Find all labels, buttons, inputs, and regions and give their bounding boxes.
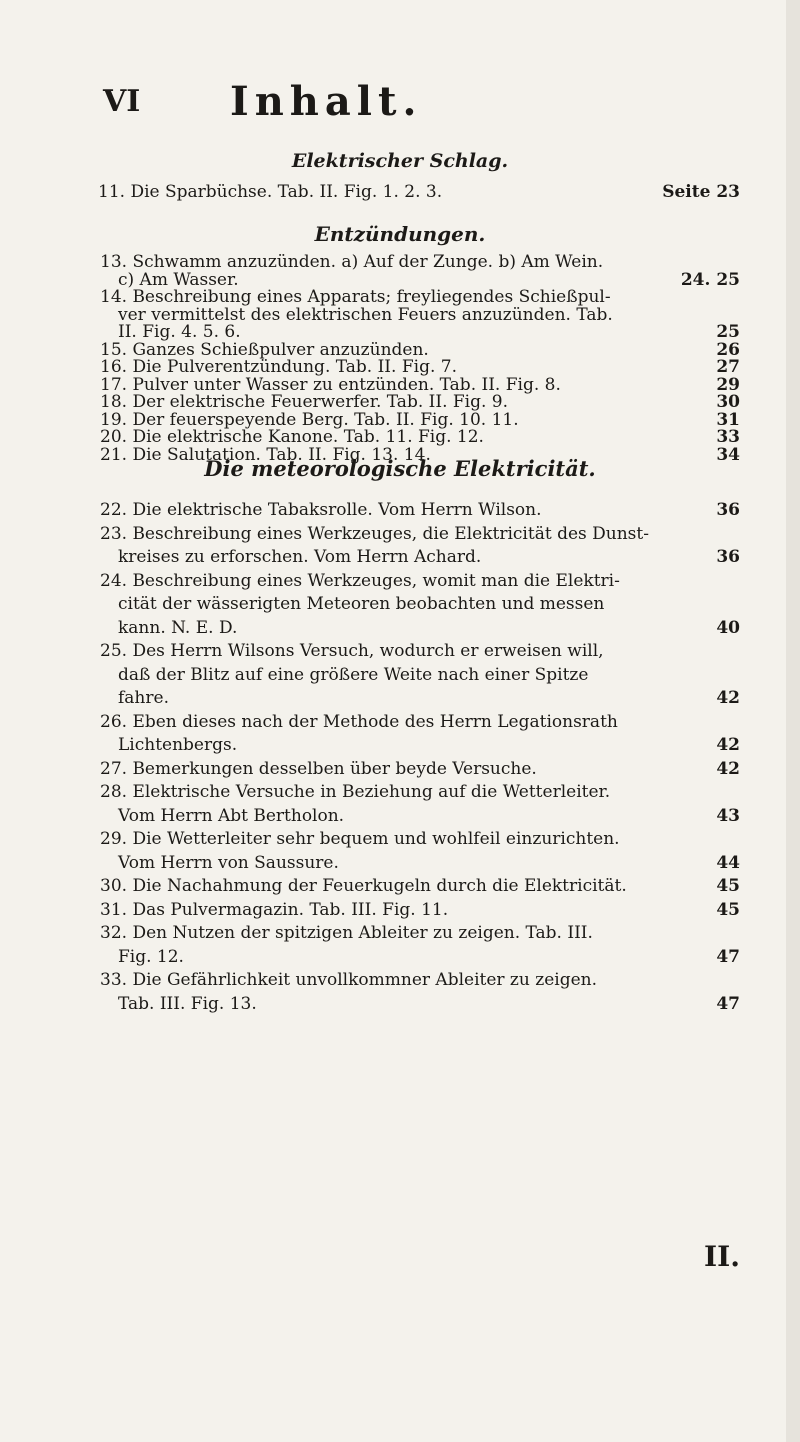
toc-page-number: 36 [716,547,740,567]
toc-page-number: 44 [716,852,740,873]
toc-page-number: 47 [716,993,740,1014]
toc-page-number: 25 [716,322,740,342]
toc-entry: 27. Bemerkungen desselben über beyde Versuche. [100,758,537,779]
toc-entry: c) Am Wasser. [118,269,239,290]
toc-entry: kann. N. E. D. [118,617,238,638]
toc-entry: cität der wässerigten Meteoren beobachten und messen [118,594,605,614]
toc-page-number: 36 [716,500,740,520]
section-heading-entzuendungen: Entzündungen. [314,222,486,246]
toc-entry: Vom Herrn Abt Bertholon. [118,805,345,826]
toc-page-number: 31 [716,409,740,430]
toc-entry: ver vermittelst des elektrischen Feuers anzuzünden. Tab. [118,304,613,325]
toc-page-number: 43 [716,805,740,826]
toc-page-number: 26 [716,339,740,360]
toc-entry: 30. Die Nachahmung der Feuerkugeln durch die Elektricität. [100,876,627,896]
toc-entry: kreises zu erforschen. Vom Herrn Achard. [118,547,482,567]
toc-page-number: 33 [716,427,740,447]
toc-page-number: 42 [716,758,740,779]
toc-entry: 11. Die Sparbüchse. Tab. II. Fig. 1. 2. 3. [98,182,443,202]
toc-page-number: 45 [716,899,740,920]
toc-entry: 24. Beschreibung eines Werkzeuges, womit man die Elektri- [100,570,620,591]
toc-entry: 25. Des Herrn Wilsons Versuch, wodurch er erweisen will, [100,641,604,661]
toc-entry: 23. Beschreibung eines Werkzeuges, die Elektricität des Dunst- [100,523,649,544]
catchword: II. [704,1240,740,1273]
toc-entry: fahre. [118,688,169,708]
toc-page-number: 29 [716,374,740,395]
toc-entry: Fig. 12. [118,946,184,967]
toc-entry: 22. Die elektrische Tabaksrolle. Vom Herrn Wilson. [100,500,542,520]
toc-entry: 21. Die Salutation. Tab. II. Fig. 13. 14. [100,444,431,465]
toc-page-number: 40 [716,617,740,638]
toc-entry: 18. Der elektrische Feuerwerfer. Tab. II. Fig. 9. [100,392,509,412]
toc-page-number: 24. 25 [680,269,740,290]
toc-entry: Lichtenbergs. [118,735,238,755]
toc-page-number: 27 [716,357,740,377]
toc-entry: 32. Den Nutzen der spitzigen Ableiter zu zeigen. Tab. III. [100,923,593,943]
section-heading-meteorologische: Die meteorologische Elektricität. [204,456,596,481]
toc-entry: Tab. III. Fig. 13. [118,993,257,1014]
toc-page-number: Seite 23 [662,182,740,202]
page-title: Inhalt. [230,78,423,125]
toc-entry: 29. Die Wetterleiter sehr bequem und wohlfeil einzurichten. [100,829,620,849]
toc-page-number: 47 [716,946,740,967]
toc-page-number: 45 [716,876,740,896]
toc-entry: 15. Ganzes Schießpulver anzuzünden. [100,339,429,360]
toc-entry: 17. Pulver unter Wasser zu entzünden. Tab. II. Fig. 8. [100,374,561,395]
toc-entry: 19. Der feuerspeyende Berg. Tab. II. Fig. 10. 11. [100,409,519,430]
toc-entry: 28. Elektrische Versuche in Beziehung auf die Wetterleiter. [100,782,611,802]
toc-page-number: 34 [716,444,740,465]
toc-page-number: 42 [716,735,740,755]
toc-entry: Vom Herrn von Saussure. [118,852,339,873]
toc-entry: 16. Die Pulverentzündung. Tab. II. Fig. 7. [100,357,457,377]
toc-entry: daß der Blitz auf eine größere Weite nach einer Spitze [118,664,589,685]
section-heading-schlag: Elektrischer Schlag. [291,150,509,172]
toc-entry: 14. Beschreibung eines Apparats; freyliegendes Schießpul- [100,287,611,307]
page-header [0,78,800,144]
page-roman-numeral: VI [103,84,141,119]
toc-entry: 26. Eben dieses nach der Methode des Herrn Legationsrath [100,711,618,732]
page-edge [786,0,800,1442]
toc-entry: 31. Das Pulvermagazin. Tab. III. Fig. 11. [100,899,449,920]
toc-entry: 13. Schwamm anzuzünden. a) Auf der Zunge. b) Am Wein. [100,252,604,272]
toc-entry: 20. Die elektrische Kanone. Tab. 11. Fig. 12. [100,427,484,447]
toc-page-number: 30 [716,392,740,412]
toc-entry: II. Fig. 4. 5. 6. [118,322,241,342]
toc-entry: 33. Die Gefährlichkeit unvollkommner Ableiter zu zeigen. [100,970,597,990]
toc-page-number: 42 [716,688,740,708]
